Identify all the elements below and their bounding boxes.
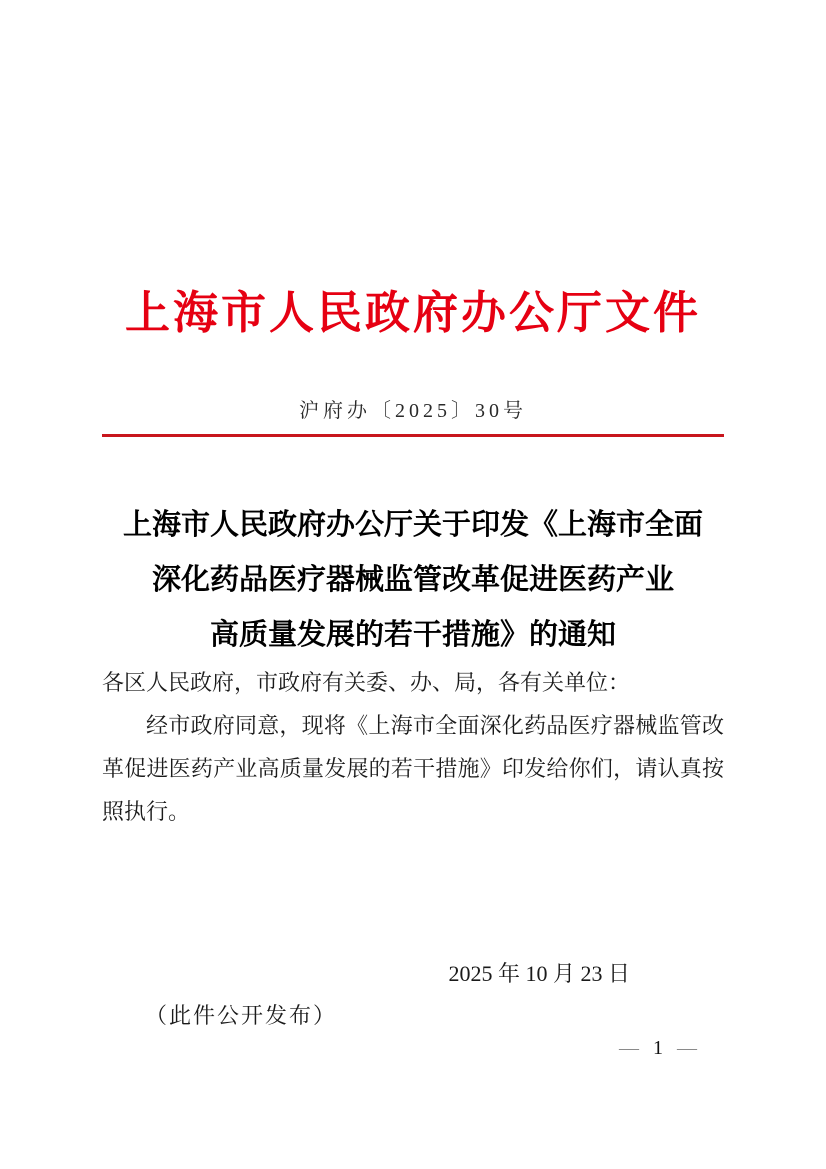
letterhead-title: 上海市人民政府办公厅文件: [124, 288, 701, 338]
salutation-line: 各区人民政府，市政府有关委、办、局，各有关单位：: [102, 670, 631, 695]
public-release-note: （此件公开发布）: [145, 1003, 338, 1028]
body-paragraph: 经市政府同意，现将《上海市全面深化药品医疗器械监管改革促进医药产业高质量发展的若干措施》印发给你们，请认真按照执行。: [102, 713, 724, 824]
document-title-line-2: 深化药品医疗器械监管改革促进医药产业: [151, 564, 674, 596]
page-number-dash-left: —: [619, 1037, 639, 1059]
body-text: [102, 661, 724, 833]
document-title-line-3: 高质量发展的若干措施》的通知: [209, 619, 616, 651]
page-number-footer: [619, 1037, 697, 1060]
issue-date: 2025 年 10 月 23 日: [448, 961, 630, 986]
document-number: 沪府办〔2025〕30号: [299, 400, 527, 422]
red-separator-rule: [102, 434, 724, 437]
document-title-line-1: 上海市人民政府办公厅关于印发《上海市全面: [122, 509, 703, 541]
page-number-dash-right: —: [677, 1037, 697, 1059]
page-number: 1: [653, 1037, 663, 1059]
document-title: [102, 498, 724, 663]
